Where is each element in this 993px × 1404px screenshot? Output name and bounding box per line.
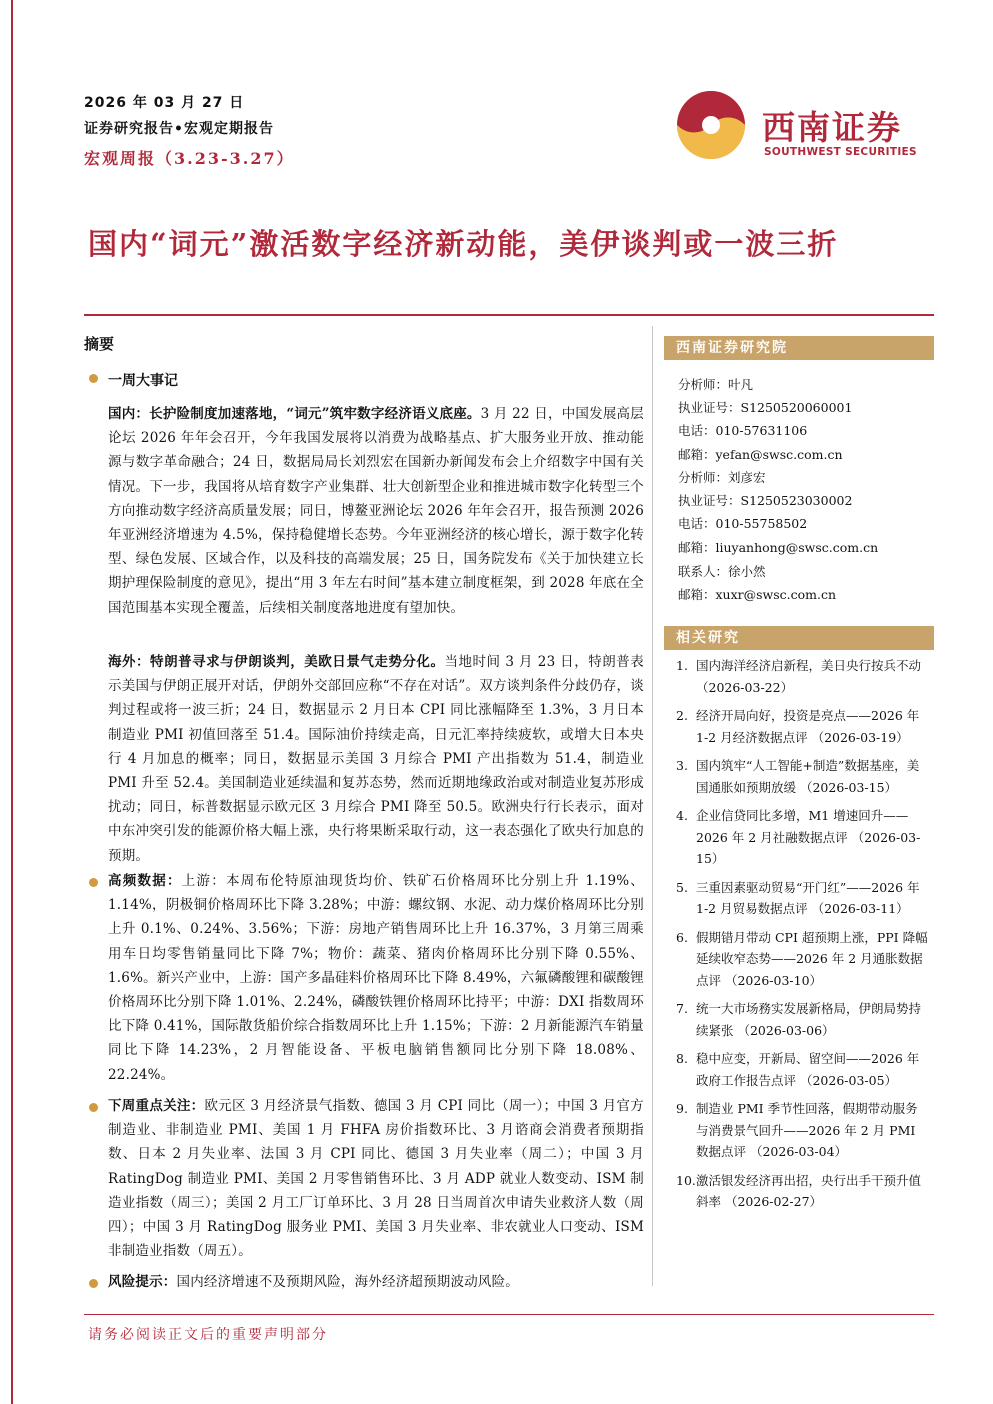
related-item-text: 企业信贷同比多增，M1 增速回升——2026 年 2 月社融数据点评 （2026-03-15） (696, 808, 921, 866)
next-week-focus-body: 欧元区 3 月经济景气指数、德国 3 月 CPI 同比（周一）；中国 3 月官方制造业、非制造业 PMI、美国 1 月 FHFA 房价指数环比、3 月谘商会消费者预期指数、日本 2 月失业率、法国 3 月 CPI 同比、德国 3 月失业率（周二）；中国 3 月 RatingDog 制造业 PMI、美国 2 月零售销售环比、3 月 ADP 就业人数变动、ISM 制造业指数（周三）；美国 2 月工厂订单环比、3 月 28 日当周首次申请失业救济人数（周四）；中国 3 月 RatingDog 服务业 PMI、美国 3 月失业率、非农就业人口变动、ISM 非制造业指数（周五）。 (108, 1098, 645, 1260)
bullet-icon (89, 1279, 98, 1288)
analyst-license: 执业证号：S1250520060001 (678, 400, 853, 416)
related-item[interactable] (676, 998, 928, 1041)
analyst-license: 执业证号：S1250523030002 (678, 493, 853, 509)
related-item-text: 三重因素驱动贸易“开门红”——2026 年 1-2 月贸易数据点评 （2026-03-11） (696, 879, 920, 916)
abstract-heading: 摘要 (84, 335, 115, 353)
domestic-lead: 国内：长护险制度加速落地，“词元”筑牢数字经济语义底座。 (108, 406, 481, 422)
related-item[interactable] (676, 705, 928, 748)
analyst-name: 分析师：叶凡 (678, 377, 754, 392)
report-period: 宏观周报（3.23-3.27） (84, 149, 295, 168)
overseas-body: 当地时间 3 月 23 日，特朗普表示美国与伊朗正展开对话，伊朗外交部回应称“不存在对话”。双方谈判条件分歧仍存，谈判过程或将一波三折；24 日，数据显示 2 月日本 CPI 同比涨幅降至 1.3%，3 月日本制造业 PMI 初值回落至 51.4。国际油价持续走高，日元汇率持续疲软，或增大日本央行 4 月加息的概率；同日，数据显示美国 3 月综合 PMI 产出指数为 51.4，制造业 PMI 升至 52.4。美国制造业延续温和复苏态势，然而近期地缘政治或对制造业复苏形成扰动；同日，标普数据显示欧元区 3 月综合 PMI 降至 50.5。欧洲央行行长表示，面对中东冲突引发的能源价格大幅上涨，央行将果断采取行动，这一表态强化了欧央行加息的预期。 (108, 654, 644, 864)
related-item[interactable] (676, 927, 928, 992)
risk-lead: 风险提示： (108, 1274, 177, 1290)
analyst-phone: 电话：010-55758502 (678, 516, 808, 532)
related-item-number: 6. (676, 929, 688, 945)
domestic-body: 3 月 22 日，中国发展高层论坛 2026 年年会召开，今年我国发展将以消费为战略基点、扩大服务业开放、推动能源与数字革命融合；24 日，数据局局长刘烈宏在国新办新闻发布会上介绍数字中国有关情况。下一步，我国将从培育数字产业集群、壮大创新型企业和推进城市数字化转型三个方向推动数字经济高质量发展；同日，博鳌亚洲论坛 2026 年年会召开，报告预测 2026 年亚洲经济增速为 4.5%，保持稳健增长态势。今年亚洲经济的核心增长，源于数字化转型、绿色发展、区域合作，以及科技的高端发展；25 日，国务院发布《关于加快建立长期护理保险制度的意见》，提出“用 3 年左右时间”基本建立制度框架，到 2028 年底在全国范围基本实现全覆盖，后续相关制度落地进度有望加快。 (108, 406, 644, 616)
related-item-number: 7. (676, 1001, 688, 1016)
related-item-number: 8. (676, 1051, 688, 1066)
related-item-number: 1. (676, 658, 688, 673)
report-type: 证券研究报告•宏观定期报告 (84, 121, 274, 137)
related-item-text: 制造业 PMI 季节性回落，假期带动服务与消费景气回升——2026 年 2 月 PMI 数据点评 （2026-03-04） (696, 1101, 918, 1159)
high-frequency-body: 上游：本周布伦特原油现货均价、铁矿石价格周环比分别上升 1.19%、1.14%，阴极铜价格周环比下降 3.28%；中游：螺纹钢、水泥、动力煤价格周环比分别上升 0.1%、0.24%、3.56%；下游：房地产销售周环比上升 16.37%，3 月第三周乘用车日均零售销量同比下降 7%；物价：蔬菜、猪肉价格周环比分别下降 0.55%、1.6%。新兴产业中，上游：国产多晶硅料价格周环比下降 8.49%，六氟磷酸锂和碳酸锂价格周环比分别下降 1.01%、2.24%，磷酸铁锂价格周环比持平；中游：DXI 指数周环比下降 0.41%，国际散货船价综合指数周环比上升 1.15%；下游：2 月新能源汽车销量同比下降 14.23%，2 月智能设备、平板电脑销售额同比分别下降 18.08%、22.24%。 (108, 873, 645, 1083)
related-item-text: 国内筑牢“人工智能+制造”数据基座，美国通胀如预期放缓 （2026-03-15） (696, 758, 920, 795)
related-item-text: 国内海洋经济启新程，美日央行按兵不动 （2026-03-22） (696, 658, 922, 695)
footer-divider (84, 1314, 934, 1315)
company-logo (676, 90, 926, 170)
overseas-paragraph (108, 650, 644, 868)
related-item[interactable] (676, 805, 928, 870)
related-item-number: 4. (676, 808, 688, 823)
related-item[interactable] (676, 1098, 928, 1163)
overseas-lead: 海外：特朗普寻求与伊朗谈判，美欧日景气走势分化。 (108, 654, 445, 670)
institute-banner: 西南证券研究院 (664, 336, 934, 360)
bullet-icon (89, 1103, 98, 1112)
bullet-icon (89, 374, 98, 383)
related-item-number: 5. (676, 879, 688, 895)
high-frequency-paragraph (108, 869, 644, 1087)
contact-name: 联系人：徐小然 (678, 564, 766, 579)
week-events-heading: 一周大事记 (108, 373, 178, 389)
analyst-phone: 电话：010-57631106 (678, 423, 808, 439)
related-item-text: 假期错月带动 CPI 超预期上涨，PPI 降幅延续收窄态势——2026 年 2 月通胀数据点评 （2026-03-10） (696, 929, 928, 988)
risk-body: 国内经济增速不及预期风险，海外经济超预期波动风险。 (176, 1274, 519, 1290)
next-week-focus-lead: 下周重点关注： (108, 1098, 205, 1114)
logo-chinese-name: 西南证券 (762, 108, 902, 147)
title-divider (84, 314, 934, 316)
related-item-number: 2. (676, 708, 688, 723)
high-frequency-lead: 高频数据： (108, 873, 182, 889)
analyst-email[interactable]: 邮箱：yefan@swsc.com.cn (678, 446, 843, 462)
next-week-focus-paragraph (108, 1094, 644, 1263)
related-item-number: 10. (676, 1172, 696, 1188)
contact-card (678, 560, 928, 606)
analyst-card (678, 373, 928, 466)
related-item-text: 统一大市场務实发展新格局，伊朗局势持续紧张 （2026-03-06） (696, 1001, 922, 1038)
contact-email[interactable]: 邮箱：xuxr@swsc.com.cn (678, 587, 837, 603)
analyst-email[interactable]: 邮箱：liuyanhong@swsc.com.cn (678, 539, 879, 555)
related-item[interactable] (676, 755, 928, 798)
related-item-text: 稳中应变，开新局、留空间——2026 年政府工作报告点评 （2026-03-05） (696, 1051, 920, 1088)
logo-mark-icon (676, 90, 746, 160)
page-edge-line (11, 0, 13, 1404)
disclaimer-note: 请务必阅读正文后的重要声明部分 (88, 1327, 328, 1343)
analyst-name: 分析师：刘彦宏 (678, 470, 766, 485)
analyst-card (678, 466, 928, 559)
related-research-list (676, 655, 928, 1220)
related-item[interactable] (676, 1048, 928, 1091)
related-item-number: 3. (676, 758, 688, 773)
related-item[interactable] (676, 655, 928, 698)
related-item[interactable] (676, 877, 928, 920)
risk-paragraph (108, 1270, 644, 1294)
related-item-number: 9. (676, 1101, 688, 1116)
report-title: 国内“词元”激活数字经济新动能，美伊谈判或一波三折 (88, 227, 839, 261)
related-item-text: 经济开局向好，投资是亮点——2026 年 1-2 月经济数据点评 （2026-03-19） (696, 708, 920, 745)
related-item[interactable] (676, 1170, 928, 1213)
column-divider (652, 326, 653, 1286)
related-item-text: 激活银发经济再出招，央行出手干预升值斜率 （2026-02-27） (696, 1172, 922, 1209)
domestic-paragraph (108, 402, 644, 620)
bullet-icon (89, 878, 98, 887)
logo-english-name: SOUTHWEST SECURITIES (764, 146, 917, 158)
related-research-banner: 相关研究 (664, 626, 934, 650)
report-date: 2026 年 03 月 27 日 (84, 95, 245, 111)
